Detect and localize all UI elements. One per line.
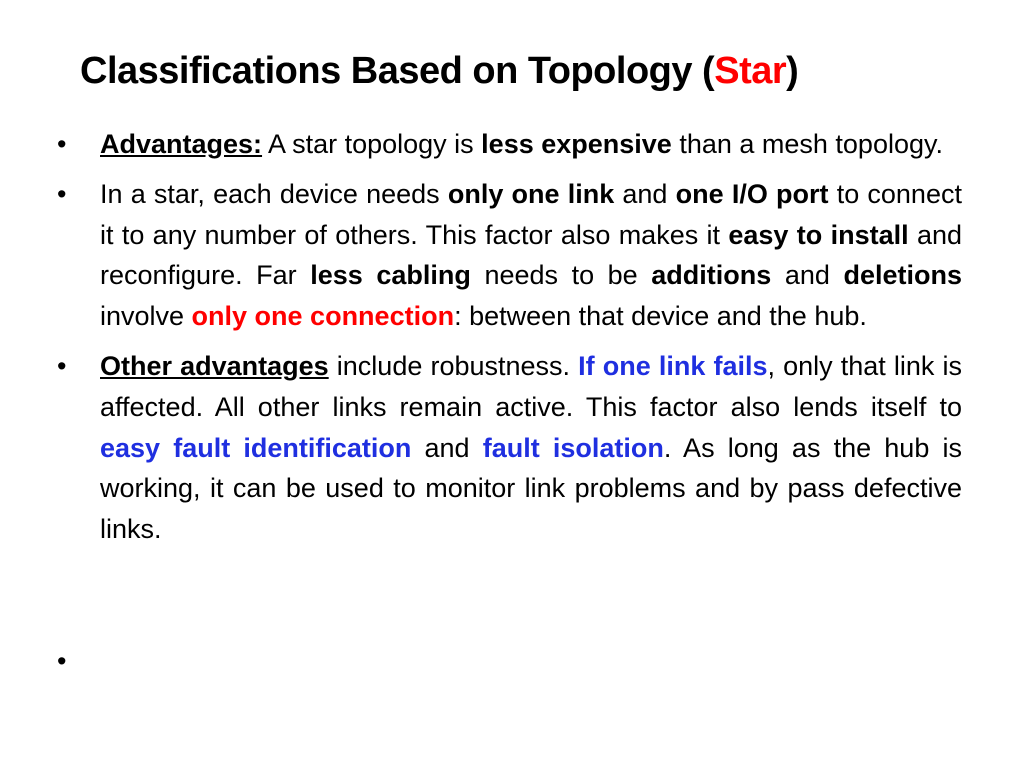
emphasis-one-io-port: one I/O port	[675, 178, 829, 209]
text-span: and	[411, 432, 483, 463]
text-span: A star topology is	[262, 129, 482, 159]
text-span: . As long as the hub is working, it can be used to monitor link problems and by pass defective links.	[100, 432, 962, 545]
emphasis-additions: additions	[651, 260, 772, 291]
emphasis-if-one-link-fails: If one link fails	[578, 350, 768, 381]
bullet-item-other-advantages	[54, 346, 962, 550]
text-span: than a mesh topology.	[671, 129, 943, 159]
emphasis-less-cabling: less cabling	[310, 260, 471, 291]
text-span: and	[771, 260, 844, 291]
text-span: include robustness.	[328, 350, 579, 381]
text-span: and reconfigure. Far	[100, 219, 962, 291]
bullet-item-one-link	[54, 174, 962, 337]
text-span: involve	[100, 301, 192, 332]
emphasis-only-one-connection: only one connection	[191, 301, 455, 332]
bullet-icon: •	[57, 178, 67, 209]
emphasis-deletions: deletions	[843, 260, 962, 291]
text-span: to connect it to any number of others. This factor also makes it	[100, 178, 962, 250]
emphasis-fault-isolation: fault isolation	[482, 432, 664, 463]
text-span: , only that link is affected. All other links remain active. This factor also lends itself to	[100, 350, 962, 422]
text-span: and	[614, 178, 676, 209]
bullet-icon: •	[57, 129, 67, 159]
text-span: : between that device and the hub.	[454, 301, 867, 332]
emphasis-less-expensive: less expensive	[481, 129, 672, 159]
empty-bullet-icon: •	[57, 646, 67, 676]
title-prefix: Classifications Based on Topology (	[80, 50, 715, 92]
title-highlight: Star	[714, 50, 787, 92]
emphasis-easy-fault-identification: easy fault identification	[100, 432, 412, 463]
bullet-item-advantages	[54, 124, 962, 165]
emphasis-only-one-link: only one link	[447, 178, 615, 209]
text-span: In a star, each device needs	[100, 178, 448, 209]
slide-title	[80, 50, 798, 93]
text-span: needs to be	[470, 260, 652, 291]
bullet-icon: •	[57, 350, 67, 381]
title-suffix: )	[786, 50, 799, 92]
bullet-list	[54, 124, 962, 559]
advantages-heading: Advantages:	[100, 129, 263, 159]
other-advantages-heading: Other advantages	[100, 350, 329, 381]
emphasis-easy-to-install: easy to install	[728, 219, 909, 250]
